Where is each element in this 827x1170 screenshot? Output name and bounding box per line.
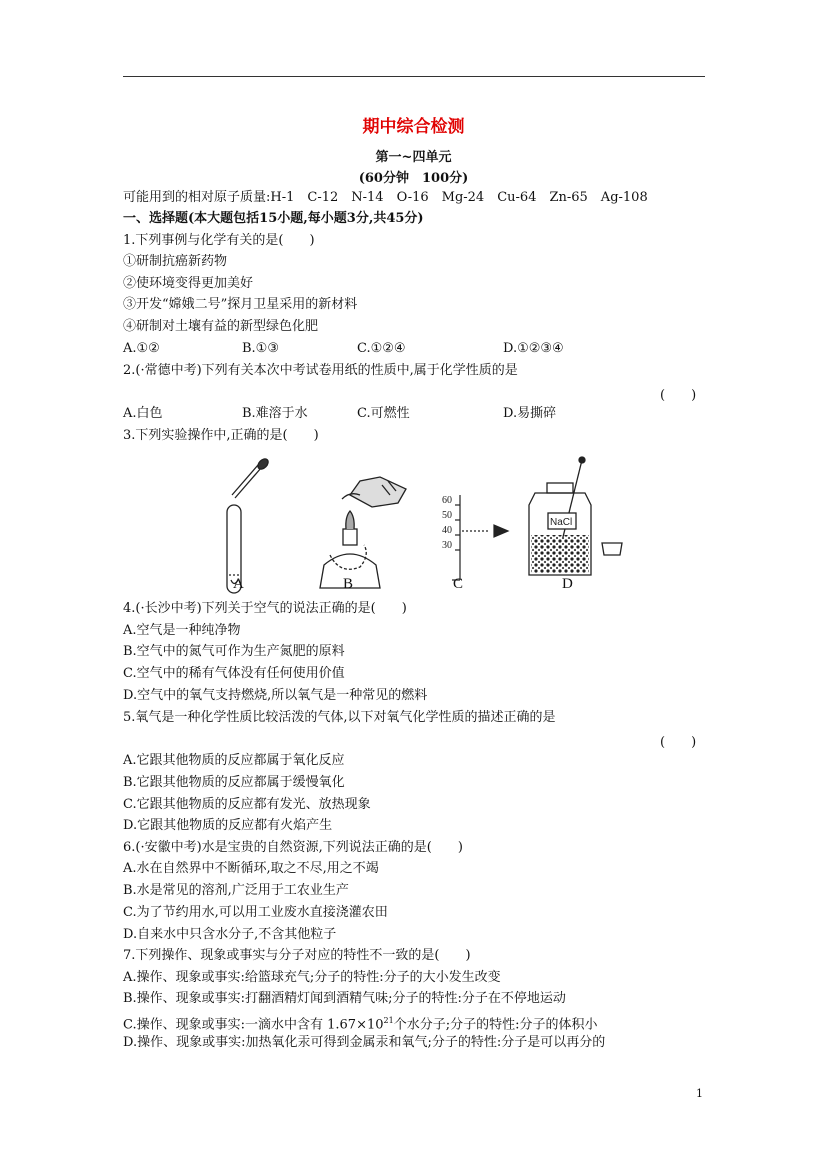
- q7-option-c-pre: C.操作、现象或事实:一滴水中含有 1.67×10: [123, 1017, 384, 1033]
- q1-option-d: D.①②③④: [503, 341, 564, 356]
- q2-option-a: A.白色: [123, 406, 163, 421]
- q2-option-c: C.可燃性: [357, 406, 410, 421]
- q2-option-d: D.易撕碎: [503, 406, 557, 421]
- q7-option-c: [123, 1012, 597, 1034]
- reagent-bottle-illustration: [529, 457, 622, 575]
- q2-option-b: B.难溶于水: [242, 406, 308, 421]
- q6-option-d: D.自来水中只含水分子,不含其他粒子: [123, 927, 337, 942]
- cylinder-tick: 60: [442, 495, 452, 506]
- dropper-test-tube-illustration: [227, 457, 270, 593]
- q5-option-d: D.它跟其他物质的反应都有火焰产生: [123, 818, 333, 833]
- q6-option-a: A.水在自然界中不断循环,取之不尽,用之不竭: [123, 861, 379, 876]
- bottle-label: NaCl: [550, 517, 573, 528]
- cylinder-tick: 30: [442, 540, 452, 551]
- q6-stem: 6.(·安徽中考)水是宝贵的自然资源,下列说法正确的是( ): [123, 840, 463, 855]
- q6-option-b: B.水是常见的溶剂,广泛用于工农业生产: [123, 883, 349, 898]
- q4-option-c: C.空气中的稀有气体没有任何使用价值: [123, 666, 345, 681]
- q1-option-a: A.①②: [123, 341, 160, 356]
- figure-label-a: A: [233, 576, 244, 592]
- cylinder-tick: 50: [442, 510, 452, 521]
- q7-stem: 7.下列操作、现象或事实与分子对应的特性不一致的是( ): [123, 948, 471, 963]
- q7-option-c-exponent: 21: [383, 1016, 394, 1025]
- q7-option-c-post: 个水分子;分子的特性:分子的体积小: [393, 1017, 598, 1033]
- figure-label-d: D: [562, 576, 573, 592]
- cylinder-tick: 40: [442, 525, 452, 536]
- section-heading: 一、选择题(本大题包括15小题,每小题3分,共45分): [123, 211, 424, 226]
- q3-stem: 3.下列实验操作中,正确的是( ): [123, 428, 319, 443]
- subtitle: 第一~四单元: [375, 150, 452, 165]
- q1-item: ④研制对土壤有益的新型绿色化肥: [123, 319, 319, 334]
- q5-option-c: C.它跟其他物质的反应都有发光、放热现象: [123, 797, 371, 812]
- q5-answer-paren: ( ): [660, 735, 697, 750]
- q7-option-d: D.操作、现象或事实:加热氧化汞可得到金属汞和氧气;分子的特性:分子是可以再分的: [123, 1035, 606, 1050]
- page-title: 期中综合检测: [362, 117, 465, 137]
- q7-option-a: A.操作、现象或事实:给篮球充气;分子的特性:分子的大小发生改变: [123, 970, 501, 985]
- alcohol-lamp-illustration: [320, 477, 406, 588]
- q2-stem: 2.(·常德中考)下列有关本次中考试卷用纸的性质中,属于化学性质的是: [123, 363, 518, 378]
- q4-option-a: A.空气是一种纯净物: [123, 623, 241, 638]
- q1-option-b: B.①③: [242, 341, 279, 356]
- header-rule: [123, 76, 705, 77]
- page-number: 1: [696, 1087, 703, 1100]
- figure-label-b: B: [343, 576, 354, 592]
- q6-option-c: C.为了节约用水,可以用工业废水直接浇灌农田: [123, 905, 388, 920]
- q1-stem: 1.下列事例与化学有关的是( ): [123, 233, 315, 248]
- q4-stem: 4.(·长沙中考)下列关于空气的说法正确的是( ): [123, 601, 407, 616]
- atomic-masses: 可能用到的相对原子质量:H-1 C-12 N-14 O-16 Mg-24 Cu-64 Zn-65 Ag-108: [123, 190, 648, 205]
- q1-item: ①研制抗癌新药物: [123, 254, 228, 269]
- graduated-cylinder-illustration: [452, 495, 508, 580]
- q2-answer-paren: ( ): [660, 388, 697, 403]
- q5-stem: 5.氧气是一种化学性质比较活泼的气体,以下对氧气化学性质的描述正确的是: [123, 710, 556, 725]
- q7-option-b: B.操作、现象或事实:打翻酒精灯闻到酒精气味;分子的特性:分子在不停地运动: [123, 991, 566, 1006]
- q1-item: ②使环境变得更加美好: [123, 276, 254, 291]
- q5-option-a: A.它跟其他物质的反应都属于氧化反应: [123, 753, 345, 768]
- q5-option-b: B.它跟其他物质的反应都属于缓慢氧化: [123, 775, 345, 790]
- q1-option-c: C.①②④: [357, 341, 406, 356]
- q4-option-b: B.空气中的氮气可作为生产氮肥的原料: [123, 644, 345, 659]
- q1-item: ③开发“嫦娥二号”探月卫星采用的新材料: [123, 297, 358, 312]
- time-score: (60分钟 100分): [358, 171, 469, 186]
- q3-figure: [210, 455, 630, 595]
- figure-label-c: C: [453, 576, 464, 592]
- q4-option-d: D.空气中的氧气支持燃烧,所以氧气是一种常见的燃料: [123, 688, 428, 703]
